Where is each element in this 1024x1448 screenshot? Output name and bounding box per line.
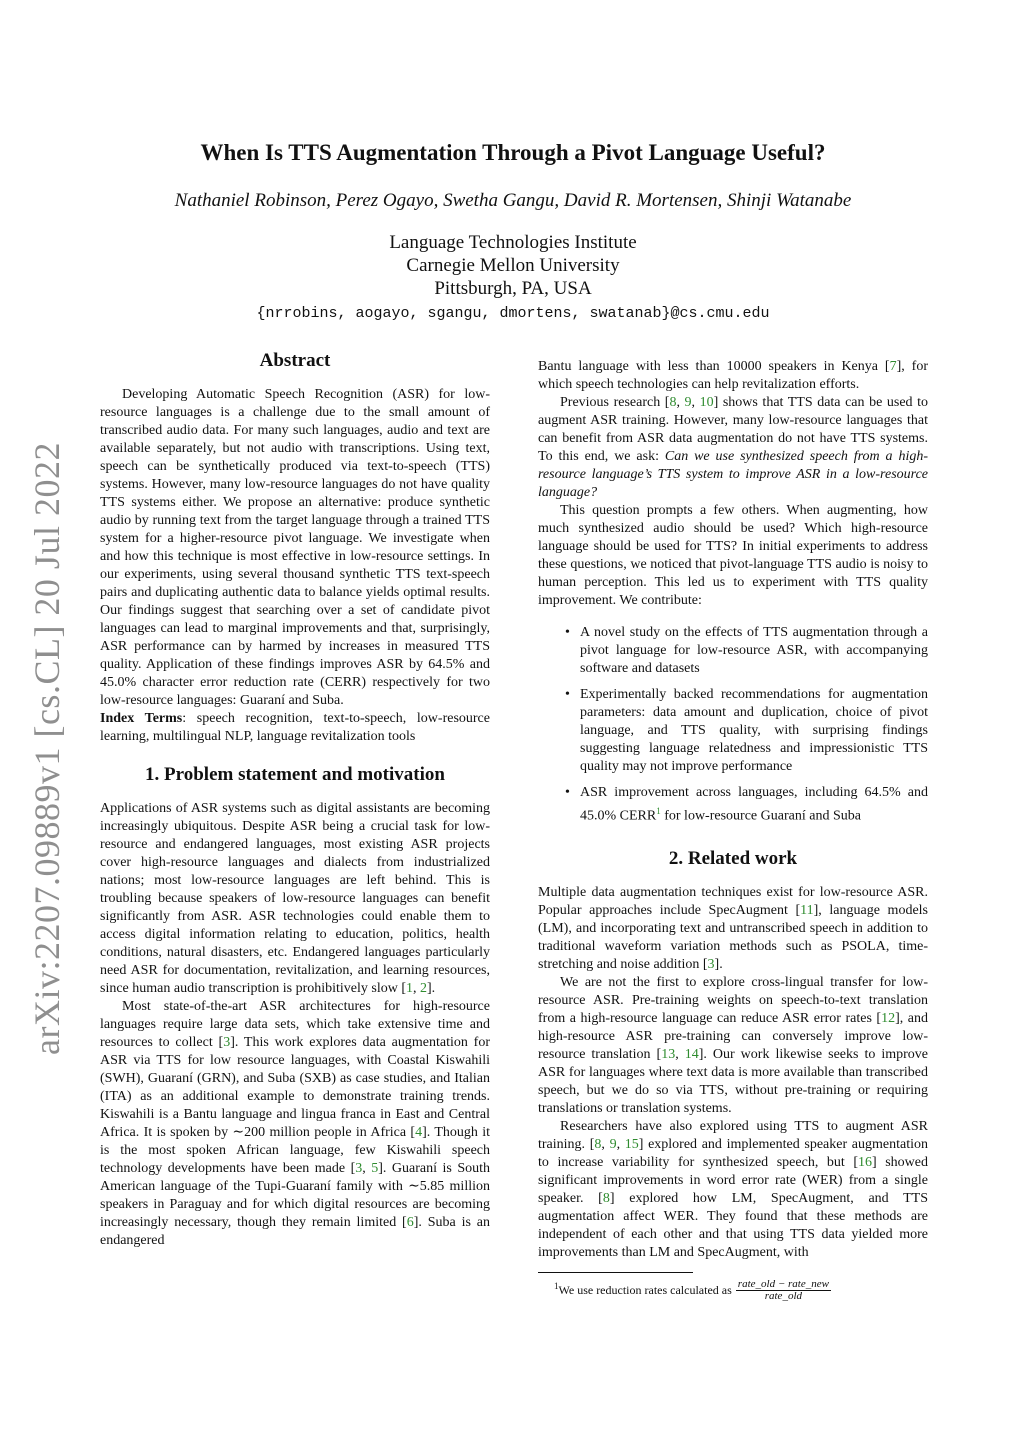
affiliation-line: Language Technologies Institute bbox=[389, 232, 637, 253]
citation-link[interactable]: 10 bbox=[699, 395, 714, 410]
affiliation-line: Pittsburgh, PA, USA bbox=[434, 278, 592, 299]
paragraph: This question prompts a few others. When augmenting, how much synthesized audio should be used? Which high-resource language should be used for TTS? In initial experiments to address these questions, we noticed that pivot-language TTS audio is noisy to human perception. This led us to experiment with TTS quality improvement. We contribute: bbox=[538, 503, 928, 608]
affiliation-line: Carnegie Mellon University bbox=[406, 255, 620, 276]
footnote-divider bbox=[538, 1272, 693, 1273]
citation-link[interactable]: 1 bbox=[406, 981, 414, 996]
citation-link[interactable]: 2 bbox=[420, 981, 428, 996]
affiliation bbox=[100, 231, 926, 300]
left-column bbox=[100, 350, 490, 1250]
bullet: • bbox=[565, 785, 570, 800]
abstract-text: Developing Automatic Speech Recognition (ASR) for low-resource languages is a challenge due to the small amount of transcribed audio data. For many such languages, audio and text are available separately, but not audio with transcriptions. Using text, speech can be synthetically produced via text-to-speech (TTS) systems. However, many low-resource languages do not have quality TTS systems either. We propose an alternative: produce synthetic audio by running text from the target language through a trained TTS system for a higher-resource pivot language. We investigate when and how this technique is most effective in low-resource settings. In our experiments, using several thousand synthetic TTS text-speech pairs and duplicating authentic data to balance yields optimal results. Our findings suggest that searching over a set of candidate pivot languages can lead to marginal improvements and that, surprisingly, ASR performance can by harmed by increases in measured TTS quality. Application of these findings improves ASR by 64.5% and 45.0% character error reduction rate (CERR) respectively for two low-resource languages: Guaraní and Suba. bbox=[100, 387, 490, 708]
citation-link[interactable]: 16 bbox=[858, 1154, 872, 1170]
citation-link[interactable]: 4 bbox=[415, 1125, 423, 1140]
citation-link[interactable]: 12 bbox=[881, 1010, 896, 1026]
index-terms-label: Index Terms bbox=[100, 711, 183, 726]
contribution-item: • Experimentally backed recommendations for augmentation parameters: data amount and duplication, choice of pivot language, and TTS quality, with surprising findings suggesting language relatedness and impressionistic TTS quality may not improve performance bbox=[565, 687, 928, 774]
section-2-paragraph: Researchers have also explored using TTS to augment ASR training. [8, 9, 15] explored and implemented speaker augmentation to increase variability for synthesized speech, but [16] showed significant improvements in word error rate (WER) from a single speaker. [8] explored how LM, SpecAugment, and TTS augmentation affect WER. They found that these methods are independent of each other and that using TTS data yielded more improvements than LM and SpecAugment, with bbox=[538, 1118, 928, 1260]
section-2-paragraph: We are not the first to explore cross-lingual transfer for low-resource ASR. Pre-training weights on speech-to-text translation from a high-resource language can reduce ASR error rates [12], and high-resource ASR pre-training can conversely improve low-resource translation [13, 14]. Our work likewise seeks to improve ASR for languages where text data is more available than transcribed speech, but we do so via TTS, without pre-training or requiring translations or translation systems. bbox=[538, 974, 929, 1116]
section-1-paragraph: Most state-of-the-art ASR architectures for high-resource languages require large data sets, which take extensive time and resources to collect [3]. This work explores data augmentation for ASR via TTS for low resource languages, with Coastal Kiswahili (SWH), Guaraní (GRN), and Suba (SXB) as case studies, and Italian (ITA) as an additional example to demonstrate training trends. Kiswahili is a Bantu language and lingua franca in East and Central Africa. It is spoken by ∼200 million people in Africa [4]. Though it is the most spoken African language, few Kiswahili speech technology developments have been made [3, 5]. Guaraní is South American language of the Tupi-Guaraní family with ∼5.85 million speakers in Paraguay and for which digital resources are becoming increasingly necessary, though they remain limited [6]. Suba is an endangered bbox=[100, 999, 491, 1248]
research-question: Can we use synthesized speech from a high-resource language’s TTS system to improve ASR in a low-resource language? bbox=[538, 449, 928, 500]
paragraph: Bantu language with less than 10000 speakers in Kenya [7], for which speech technologies can help revitalization efforts. bbox=[538, 359, 928, 392]
citation-link[interactable]: 15 bbox=[624, 1136, 639, 1152]
citation-link[interactable]: 9 bbox=[609, 1136, 617, 1152]
bullet: • bbox=[565, 625, 570, 640]
footnote-text: We use reduction rates calculated as bbox=[558, 1282, 732, 1297]
author-list: Nathaniel Robinson, Perez Ogayo, Swetha Gangu, David R. Mortensen, Shinji Watanabe bbox=[174, 190, 852, 211]
citation-link[interactable]: 3 bbox=[223, 1035, 231, 1050]
section-1-paragraph: Applications of ASR systems such as digital assistants are becoming increasingly ubiquitous. Despite ASR being a crucial task for low-resource and endangered languages, most existing ASR projects cover high-resource languages and dialects from industrialized nations; most low-resource languages are left behind. This is troubling because speakers of low-resource languages can benefit significantly from ASR. ASR technologies could enable them to access digital information relating to education, politics, health conditions, natural disasters, etc. Endangered languages particularly need ASR for documentation, revitalization, and learning resources, since human audio transcription is prohibitively slow [1, 2]. bbox=[100, 801, 490, 996]
formula-denominator: rate_old bbox=[764, 1290, 802, 1303]
paragraph: Previous research [8, 9, 10] shows that TTS data can be used to augment ASR training. However, many low-resource languages that can benefit from ASR data augmentation do not have TTS systems. To this end, we ask: Can we use synthesized speech from a high-resource language’s TTS system to improve ASR in a low-resource language? bbox=[538, 395, 929, 500]
footnote-marker[interactable]: 1 bbox=[656, 806, 661, 816]
abstract-heading: Abstract bbox=[259, 350, 331, 371]
footnote-number: 1 bbox=[554, 1280, 559, 1291]
arxiv-stamp: arXiv:2207.09889v1 [cs.CL] 20 Jul 2022 bbox=[27, 442, 67, 1055]
formula-numerator: rate_old − rate_new bbox=[737, 1278, 829, 1291]
citation-link[interactable]: 6 bbox=[406, 1215, 414, 1230]
reduction-rate-formula bbox=[736, 1279, 831, 1302]
citation-link[interactable]: 8 bbox=[602, 1190, 610, 1206]
section-2-paragraph: Multiple data augmentation techniques exist for low-resource ASR. Popular approaches include SpecAugment [11], language models (LM), and incorporating text and untranscribed speech in addition to traditional waveform variation methods such as PSOLA, time-stretching and noise addition [3]. bbox=[538, 884, 928, 972]
citation-link[interactable]: 3 bbox=[707, 956, 715, 972]
section-1-heading: 1. Problem statement and motivation bbox=[145, 764, 445, 785]
bullet: • bbox=[565, 687, 570, 702]
citation-link[interactable]: 5 bbox=[371, 1161, 379, 1176]
contribution-item: • A novel study on the effects of TTS augmentation through a pivot language for low-resource ASR, with accompanying software and datasets bbox=[565, 625, 928, 676]
contributions-list bbox=[538, 624, 928, 826]
author-emails: {nrrobins, aogayo, sgangu, dmortens, swatanab}@cs.cmu.edu bbox=[256, 305, 770, 322]
citation-link[interactable]: 7 bbox=[889, 359, 897, 374]
citation-link[interactable]: 3 bbox=[355, 1161, 363, 1176]
citation-link[interactable]: 13 bbox=[661, 1046, 676, 1062]
citation-link[interactable]: 14 bbox=[684, 1046, 699, 1062]
section-2-heading: 2. Related work bbox=[668, 847, 798, 869]
paper-title: When Is TTS Augmentation Through a Pivot Language Useful? bbox=[200, 140, 826, 165]
contribution-item: • ASR improvement across languages, including 64.5% and 45.0% CERR$^1$ for low-resource Guaraní and Suba bbox=[565, 785, 928, 824]
index-terms bbox=[100, 710, 490, 746]
right-column bbox=[538, 358, 928, 1302]
citation-link[interactable]: 11 bbox=[800, 902, 814, 918]
footnote bbox=[538, 1278, 928, 1303]
index-terms-text: : speech recognition, text-to-speech, low-resource learning, multilingual NLP, language revitalization tools bbox=[100, 711, 490, 744]
citation-link[interactable]: 8 bbox=[669, 395, 677, 410]
citation-link[interactable]: 8 bbox=[594, 1136, 602, 1152]
citation-link[interactable]: 9 bbox=[684, 395, 692, 410]
